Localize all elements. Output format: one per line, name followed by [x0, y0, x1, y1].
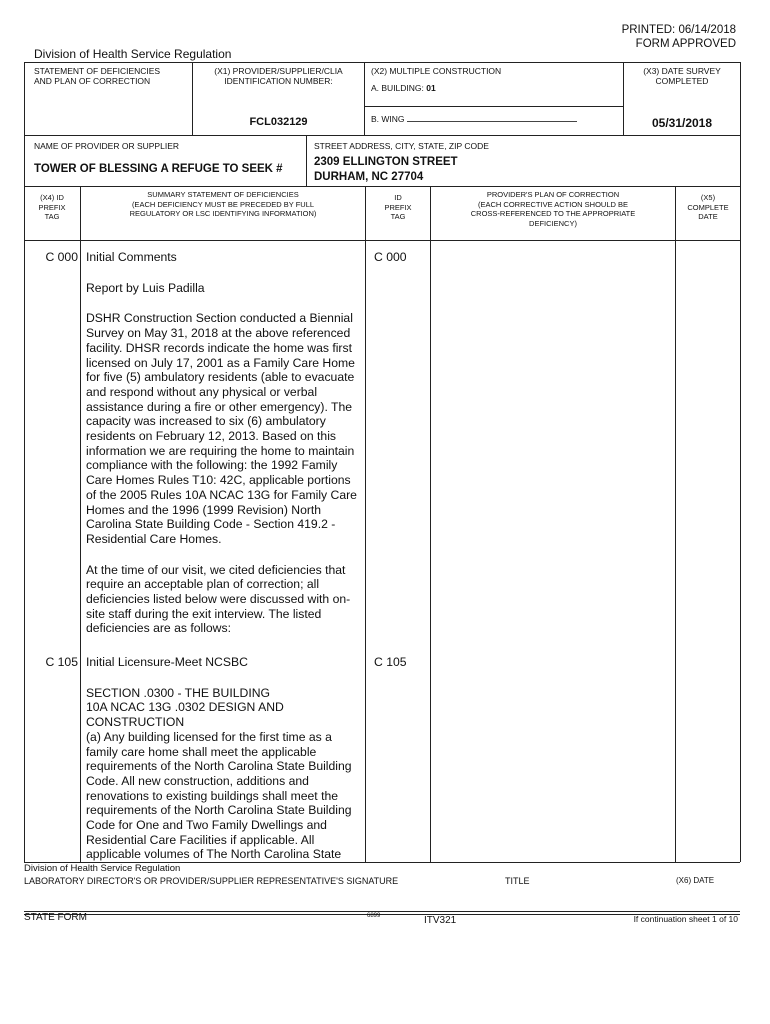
id-prefix-tag: C 105 — [374, 655, 407, 669]
provider-label: NAME OF PROVIDER OR SUPPLIER — [34, 141, 179, 151]
id-header: ID PREFIX TAG — [384, 193, 412, 221]
column-line — [430, 186, 431, 862]
entry-paragraph: At the time of our visit, we cited deficiencies that require an acceptable plan of correction; all deficiencies listed below were discussed with on-site staff during the exit interview. The listed deficiencies are as follows: — [86, 562, 351, 636]
column-line — [365, 186, 366, 862]
entry-title: Initial Licensure-Meet NCSBC — [86, 655, 248, 669]
deficiency-entry — [86, 655, 362, 861]
prefix-tag: C 105 — [45, 655, 78, 669]
address: 2309 ELLINGTON STREET DURHAM, NC 27704 — [314, 156, 458, 183]
x1-label: (X1) PROVIDER/SUPPLIER/CLIA IDENTIFICATION NUMBER: — [214, 66, 343, 86]
plan-header: PROVIDER'S PLAN OF CORRECTION (EACH CORRECTIVE ACTION SHOULD BE CROSS-REFERENCED TO THE APPROPRIATE DEFICIENCY) — [470, 190, 636, 228]
divider — [364, 106, 623, 107]
statement-label: STATEMENT OF DEFICIENCIES AND PLAN OF CORRECTION — [34, 66, 161, 86]
building-value: 01 — [426, 83, 436, 93]
footer-agency: Division of Health Service Regulation — [24, 863, 181, 874]
form-number: 6899 — [367, 913, 381, 919]
agency-title: Division of Health Service Regulation — [34, 47, 232, 61]
column-line — [675, 186, 676, 862]
border — [24, 62, 25, 862]
x3-label: (X3) DATE SURVEY COMPLETED — [643, 66, 721, 86]
entry-paragraph: SECTION .0300 - THE BUILDING 10A NCAC 13G .0302 DESIGN AND CONSTRUCTION (a) Any building licensed for the first time as a family care home shall meet the applicable requirements of the North Carolina State Building Code. All new construction, additions and renovations to existing buildings shall meet the requirements of the North Carolina State Building Code for One and Two Family Dwellings and Residential Care Facilities if applicable. All applicable volumes of The North Carolina State — [86, 685, 352, 861]
building-field: A. BUILDING: 01 — [371, 83, 436, 93]
wing-field: B. WING — [371, 113, 577, 124]
signature-label: LABORATORY DIRECTOR'S OR PROVIDER/SUPPLIER REPRESENTATIVE'S SIGNATURE — [24, 876, 399, 886]
address-label: STREET ADDRESS, CITY, STATE, ZIP CODE — [314, 141, 489, 151]
x4-header: (X4) ID PREFIX TAG — [38, 193, 66, 221]
provider-name: TOWER OF BLESSING A REFUGE TO SEEK # — [34, 163, 283, 175]
title-label: TITLE — [505, 876, 530, 886]
continuation-sheet: If continuation sheet 1 of 10 — [633, 914, 738, 924]
provider-id: FCL032129 — [249, 116, 308, 128]
divider — [364, 62, 365, 135]
prefix-tag: C 000 — [45, 250, 78, 264]
rule — [24, 911, 740, 912]
state-form-label: STATE FORM — [24, 912, 87, 923]
entry-paragraph: DSHR Construction Section conducted a Biennial Survey on May 31, 2018 at the above referenced facility. DHSR records indicate the home was first licensed on July 17, 2001 as a Family Care Home for five (5) ambulatory residents (able to evacuate and respond without any physical or verbal assistance during a fire or other emergency). The capacity was increased to six (6) ambulatory residents on February 12, 2013. Based on this information we are requiring the home to maintain compliance with the following: the 1992 Family Care Homes Rules T10: 42C, applicable portions of the 2005 Rules 10A NCAC 13G for Family Care Homes and the 1996 (1999 Revision) North Carolina State Building Code - Section 419.2 - Residential Care Homes. — [86, 311, 357, 546]
form-status: FORM APPROVED — [635, 37, 736, 50]
x2-label: (X2) MULTIPLE CONSTRUCTION — [371, 66, 502, 76]
wing-blank — [407, 113, 577, 122]
survey-date: 05/31/2018 — [651, 116, 713, 130]
border — [740, 62, 741, 862]
entry-paragraph: Report by Luis Padilla — [86, 280, 205, 295]
print-info — [622, 24, 736, 51]
entry-title: Initial Comments — [86, 250, 177, 264]
column-line — [80, 186, 81, 862]
deficiency-entry — [86, 250, 362, 636]
divider — [306, 135, 307, 186]
rule — [24, 186, 740, 187]
date-label: (X6) DATE — [676, 876, 715, 885]
printed-date: PRINTED: 06/14/2018 — [621, 24, 736, 36]
x5-header: (X5) COMPLETE DATE — [687, 193, 729, 221]
summary-header: SUMMARY STATEMENT OF DEFICIENCIES (EACH DEFICIENCY MUST BE PRECEDED BY FULL REGULATORY OR LSC IDENTIFYING INFORMATION) — [129, 190, 317, 218]
rule — [24, 62, 740, 63]
form-code: ITV321 — [424, 915, 457, 926]
id-prefix-tag: C 000 — [374, 250, 407, 264]
rule — [24, 135, 740, 136]
rule — [24, 240, 740, 241]
